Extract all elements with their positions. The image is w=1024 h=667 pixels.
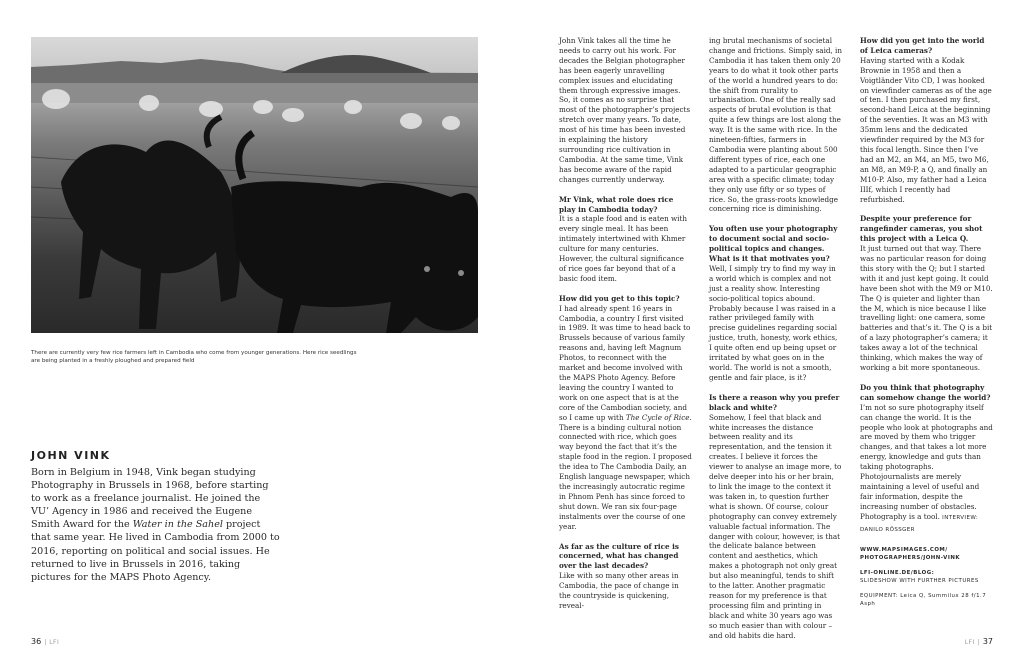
question: Is there a reason why you prefer black and white? xyxy=(709,392,840,412)
links-block xyxy=(860,546,993,609)
answer: Somehow, I feel that black and white increases the distance between reality and its representation, and the tension it creates. I believe it forces the viewer to analyse an image more, to delve deeper into his or her brain, to link the image to the context it was taken in, to question further what is shown. Of course, colour photography can convey extremely valuable factual information. The danger with colour, however, is that the delicate balance between content and aesthetics, which makes a photograph not only great but also meaningful, tends to shift to the latter. Another pragmatic reason for my preference is that processing film and printing in black and white 30 years ago was so much easier than with colour – and old habits die hard. xyxy=(709,412,842,640)
photo-caption: There are currently very few rice farmers left in Cambodia who come from younger generations. Here rice seedlings are being planted in a freshly ploughed and prepared field xyxy=(31,350,357,364)
answer: Well, I simply try to find my way in a world which is complex and not just a reality show. Interesting socio-political topics abound. Probably because I was raised in a rather privileged family with precise guidelines regarding social justice, truth, honesty, work ethics, I quite often end up being upset or irritated by what goes on in the world. The world is not a smooth, gentle and fair place, is it? xyxy=(709,263,838,382)
question: Despite your preference for rangefinder cameras, you shot this project with a Leica Q. xyxy=(860,214,983,244)
answer: I had already spent 16 years in Cambodia, a country I first visited in 1989. It was time to head back to Brussels because of various family reasons and, having left Magnum Photos, to reconnect with the market and become involved with the MAPS Photo Agency. Before leaving the country I wanted to work on one aspect that is at the core of the Cambodian society, and so I came up with The Cycle of Rice. There is a binding cultural notion connected with rice, which goes way beyond the fact that it’s the staple food in the region. I proposed the idea to The Cambodia Daily, an English language newspaper, which the increasingly autocratic regime in Phnom Penh has since forced to shut down. We ran six four-page instalments over the course of one year. xyxy=(559,303,692,531)
interview-column-3 xyxy=(860,36,993,615)
interview-column-2 xyxy=(709,36,842,650)
interview-column-1 xyxy=(559,36,692,621)
right-page-number: 37 xyxy=(982,637,993,646)
interview-credit: INTERVIEW: DANILO RÖSSGER xyxy=(860,514,979,533)
answer: I’m not so sure photography itself can change the world. It is the people who look at photographs and are moved by them who trigger changes, and that takes a lot more energy, knowledge and guts than taking photographs. Photojournalists are merely maintaining a level of useful and fair information, despite the increasing number of obstacles. Photography is a tool. INTERVIEW: DANILO RÖSSGER xyxy=(860,402,993,533)
bio-text: Born in Belgium in 1948, Vink began studying Photography in Brussels in 1968, before starting to work as a freelance journalist. He joined the VU’ Agency in 1986 and received the Eugene Smith Award for the Water in the Sahel project that same year. He lived in Cambodia from 2000 to 2016, reporting on political and social issues. He returned to live in Brussels in 2016, taking pictures for the MAPS Photo Agency. xyxy=(31,467,280,583)
question: You often use your photography to document social and socio-political topics and changes. What is it that motivates you? xyxy=(709,224,838,264)
question: How did you get to this topic? xyxy=(559,293,680,303)
question: Mr Vink, what role does rice play in Cambodia today? xyxy=(559,194,674,214)
left-page-number: 36 xyxy=(31,637,42,646)
right-magazine-name: LFI xyxy=(964,639,975,646)
answer: Having started with a Kodak Brownie in 1958 and then a Voigtländer Vito CD, I was hooked on viewfinder cameras as of the age of ten. I then purchased my first, second-hand Leica at the beginning of the seventies. It was an M3 with 35mm lens and the dedicated viewfinder required by the M3 for this focal length. Since then I’ve had an M2, an M4, an M5, two M6, an M8, an M9-P, a Q, and finally an M10-P. Also, my father had a Leica IIIf, which I recently had refurbished. xyxy=(860,55,992,204)
lfi-blog-link[interactable]: LFI-ONLINE.DE/BLOG: SLIDESHOW WITH FURTHER PICTURES xyxy=(860,569,979,584)
answer: It just turned out that way. There was no particular reason for doing this story with the Q; but I started with it and just kept going. It could have been shot with the M9 or M10. The Q is quieter and lighter than the M, which is nice because I like travelling light: one camera, some batteries and that’s it. The Q is a bit of a lazy photographer’s camera; it takes away a lot of the technical thinking, which makes the way of working a bit more spontaneous. xyxy=(860,244,993,372)
question: As far as the culture of rice is concerned, what has changed over the last decades? xyxy=(559,541,679,571)
left-magazine-name: LFI xyxy=(49,639,60,646)
maps-link[interactable]: WWW.MAPSIMAGES.COM/ PHOTOGRAPHERS/JOHN-VINK xyxy=(860,546,961,561)
question: Do you think that photography can somehow change the world? xyxy=(860,382,991,402)
rice-field-dogs-photo xyxy=(31,37,478,333)
intro-paragraph: John Vink takes all the time he needs to carry out his work. For decades the Belgian photographer has been eagerly unravelling complex issues and elucidating them through expressive images. So, it comes as no surprise that most of the photographer’s projects stretch over many years. To date, most of his time has been invested in explaining the history surrounding rice cultivation in Cambodia. At the same time, Vink has become aware of the rapid changes currently underway. xyxy=(559,36,691,184)
right-folio: LFI | 37 xyxy=(964,637,993,646)
question: How did you get into the world of Leica cameras? xyxy=(860,36,985,55)
bio-heading: JOHN VINK xyxy=(31,449,111,462)
answer: It is a staple food and is eaten with every single meal. It has been intimately intertwined with Khmer culture for many centuries. However, the cultural significance of rice goes far beyond that of a basic food item. xyxy=(559,214,687,283)
answer-continued: ing brutal mechanisms of societal change and frictions. Simply said, in Cambodia it has taken them only 20 years to do what it took other parts of the world a hundred years to do: the shift from rurality to urbanisation. One of the really sad aspects of brutal evolution is that quite a few things are lost along the way. It is the same with rice. In the nineteen-fifties, farmers in Cambodia were planting about 500 different types of rice, each one adapted to a particular geographic area with a specific climate; today they only use fifty or so types of rice. So, the grass-roots knowledge concerning rice is diminishing. xyxy=(709,36,842,214)
left-folio: 36 | LFI xyxy=(31,637,60,646)
equipment-note: EQUIPMENT: Leica Q, Summilux 28 f/1.7 Asph xyxy=(860,592,987,607)
answer: Like with so many other areas in Cambodia, the pace of change in the countryside is quickening, reveal- xyxy=(559,571,679,610)
